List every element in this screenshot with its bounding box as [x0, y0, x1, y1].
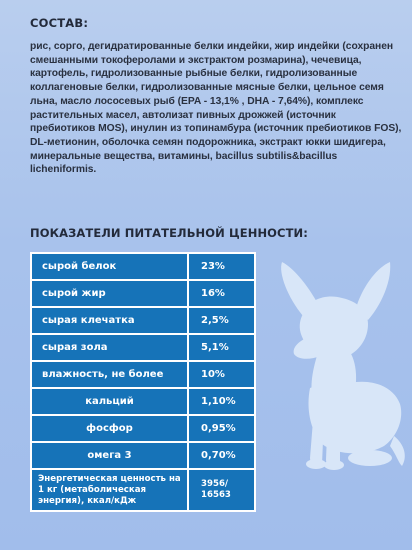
- nutrient-value: 23%: [189, 254, 254, 279]
- table-row: [32, 254, 254, 279]
- nutrient-value: 0,70%: [189, 443, 254, 468]
- nutrient-name: кальций: [32, 389, 187, 414]
- table-row: [32, 470, 254, 510]
- nutrient-value: 2,5%: [189, 308, 254, 333]
- composition-section: [30, 16, 402, 177]
- table-row: [32, 416, 254, 441]
- table-row: [32, 335, 254, 360]
- nutrient-name: омега 3: [32, 443, 187, 468]
- nutrient-value: 3956/ 16563: [189, 470, 254, 510]
- nutrient-name: сырой жир: [32, 281, 187, 306]
- table-row: [32, 443, 254, 468]
- nutrient-value: 1,10%: [189, 389, 254, 414]
- nutrient-value: 5,1%: [189, 335, 254, 360]
- table-row: [32, 308, 254, 333]
- nutrient-name: Энергетическая ценность на 1 кг (метаболическая энергия), ккал/кДж: [32, 470, 187, 510]
- nutrient-value: 0,95%: [189, 416, 254, 441]
- nutrient-name: сырая зола: [32, 335, 187, 360]
- nutrient-name: сырая клечатка: [32, 308, 187, 333]
- nutrient-name: фосфор: [32, 416, 187, 441]
- nutrient-value: 10%: [189, 362, 254, 387]
- nutrient-value: 16%: [189, 281, 254, 306]
- table-row: [32, 281, 254, 306]
- nutrition-table: [30, 252, 256, 512]
- nutrient-name: влажность, не более: [32, 362, 187, 387]
- nutrition-title: ПОКАЗАТЕЛИ ПИТАТЕЛЬНОЙ ЦЕННОСТИ:: [30, 226, 308, 240]
- composition-text: рис, сорго, дегидратированные белки индейки, жир индейки (сохранен смешанными токоферолами и экстрактом розмарина), чечевица, картофель, гидролизованные рыбные белки, гидролизованные коллагеновые белки, гидролизованные мясные белки, цельное семя льна, масло лососевых рыб (EPA - 13,1% , DHA - 7,64%), комплекс растительных масел, автолизат пивных дрожжей (источник пребиотиков MOS), инулин из топинамбура (источник пребиотиков FOS), DL-метионин, оболочка семян подорожника, экстракт юкки шидигера, минеральные вещества, витамины, bacillus subtilis&bacillus licheniformis.: [30, 41, 402, 176]
- nutrient-name: сырой белок: [32, 254, 187, 279]
- chihuahua-silhouette-icon: [258, 258, 408, 473]
- composition-title: СОСТАВ:: [30, 16, 89, 30]
- table-row: [32, 389, 254, 414]
- table-row: [32, 362, 254, 387]
